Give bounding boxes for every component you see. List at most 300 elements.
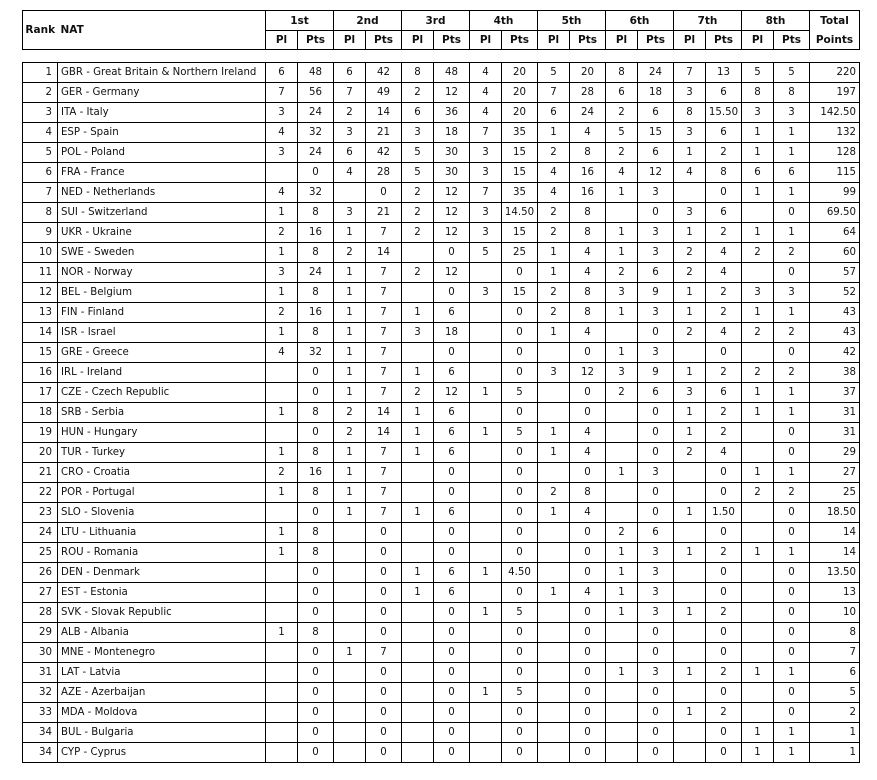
total-points-cell: 10 — [810, 603, 860, 623]
points-cell-8: 3 — [774, 283, 810, 303]
placings-cell-4: 4 — [470, 63, 502, 83]
placings-cell-2 — [334, 743, 366, 763]
points-cell-7: 2 — [706, 283, 742, 303]
nation-cell: LTU - Lithuania — [58, 523, 266, 543]
points-cell-5: 0 — [570, 723, 606, 743]
placings-cell-8 — [742, 263, 774, 283]
points-cell-2: 14 — [366, 103, 402, 123]
placings-cell-7 — [674, 483, 706, 503]
points-cell-1: 0 — [298, 503, 334, 523]
points-cell-5: 0 — [570, 463, 606, 483]
placings-cell-8: 8 — [742, 83, 774, 103]
points-cell-1: 0 — [298, 563, 334, 583]
placings-cell-6: 1 — [606, 583, 638, 603]
points-cell-6: 0 — [638, 443, 674, 463]
rank-cell: 15 — [23, 343, 58, 363]
nation-cell: MDA - Moldova — [58, 703, 266, 723]
placings-cell-2: 6 — [334, 143, 366, 163]
placings-cell-2 — [334, 523, 366, 543]
points-cell-2: 0 — [366, 623, 402, 643]
points-cell-4: 35 — [502, 123, 538, 143]
placings-cell-7: 2 — [674, 263, 706, 283]
placings-cell-6: 1 — [606, 663, 638, 683]
placings-cell-2 — [334, 723, 366, 743]
placings-cell-4: 4 — [470, 83, 502, 103]
total-points-cell: 220 — [810, 63, 860, 83]
placings-cell-8: 1 — [742, 743, 774, 763]
table-header — [23, 11, 860, 63]
pl-header: Pl — [742, 31, 774, 50]
placings-cell-7: 1 — [674, 363, 706, 383]
points-cell-8: 2 — [774, 483, 810, 503]
placings-cell-8 — [742, 623, 774, 643]
points-cell-4: 15 — [502, 143, 538, 163]
total-points-cell: 69.50 — [810, 203, 860, 223]
standings-document — [22, 10, 860, 763]
placings-cell-3 — [402, 523, 434, 543]
points-cell-3: 6 — [434, 423, 470, 443]
points-cell-3: 18 — [434, 323, 470, 343]
placings-cell-2: 1 — [334, 443, 366, 463]
table-row — [23, 143, 860, 163]
points-cell-3: 0 — [434, 643, 470, 663]
nation-cell: IRL - Ireland — [58, 363, 266, 383]
standings-table — [22, 10, 860, 763]
placings-cell-5: 6 — [538, 103, 570, 123]
nation-cell: HUN - Hungary — [58, 423, 266, 443]
placings-cell-4: 7 — [470, 123, 502, 143]
nat-header: NAT — [58, 11, 266, 50]
points-cell-2: 0 — [366, 563, 402, 583]
points-cell-7: 2 — [706, 303, 742, 323]
placings-cell-3 — [402, 483, 434, 503]
points-cell-2: 14 — [366, 423, 402, 443]
placings-cell-7: 3 — [674, 203, 706, 223]
total-points-cell: 132 — [810, 123, 860, 143]
points-cell-8: 0 — [774, 203, 810, 223]
total-points-cell: 6 — [810, 663, 860, 683]
placings-cell-7 — [674, 523, 706, 543]
rank-cell: 22 — [23, 483, 58, 503]
points-cell-3: 48 — [434, 63, 470, 83]
points-cell-1: 0 — [298, 663, 334, 683]
points-cell-7: 6 — [706, 83, 742, 103]
placings-cell-4 — [470, 743, 502, 763]
placings-cell-3: 1 — [402, 443, 434, 463]
points-cell-3: 12 — [434, 263, 470, 283]
placings-cell-1: 1 — [266, 243, 298, 263]
placings-cell-5 — [538, 603, 570, 623]
placings-cell-3 — [402, 603, 434, 623]
placings-cell-3 — [402, 743, 434, 763]
table-row — [23, 403, 860, 423]
points-cell-7: 0 — [706, 683, 742, 703]
place-header-7th: 7th — [674, 11, 742, 31]
placings-cell-8: 5 — [742, 63, 774, 83]
points-cell-6: 9 — [638, 283, 674, 303]
table-row — [23, 323, 860, 343]
rank-cell: 13 — [23, 303, 58, 323]
placings-cell-5: 1 — [538, 123, 570, 143]
points-cell-8: 0 — [774, 263, 810, 283]
points-cell-1: 8 — [298, 323, 334, 343]
placings-cell-7 — [674, 723, 706, 743]
nation-cell: SRB - Serbia — [58, 403, 266, 423]
total-points-cell: 2 — [810, 703, 860, 723]
points-cell-3: 0 — [434, 483, 470, 503]
placings-cell-6: 1 — [606, 303, 638, 323]
points-cell-4: 0 — [502, 523, 538, 543]
placings-cell-4 — [470, 483, 502, 503]
rank-cell: 9 — [23, 223, 58, 243]
total-header-line2: Points — [810, 31, 860, 50]
points-cell-6: 0 — [638, 503, 674, 523]
place-header-5th: 5th — [538, 11, 606, 31]
placings-cell-5: 1 — [538, 503, 570, 523]
rank-cell: 7 — [23, 183, 58, 203]
placings-cell-5 — [538, 623, 570, 643]
points-cell-8: 0 — [774, 563, 810, 583]
placings-cell-7: 8 — [674, 103, 706, 123]
points-cell-5: 28 — [570, 83, 606, 103]
points-cell-3: 0 — [434, 723, 470, 743]
placings-cell-4 — [470, 643, 502, 663]
placings-cell-4 — [470, 343, 502, 363]
placings-cell-6: 1 — [606, 243, 638, 263]
rank-cell: 11 — [23, 263, 58, 283]
points-cell-7: 0 — [706, 183, 742, 203]
points-cell-1: 0 — [298, 703, 334, 723]
pts-header: Pts — [366, 31, 402, 50]
placings-cell-4 — [470, 363, 502, 383]
points-cell-2: 21 — [366, 203, 402, 223]
nation-cell: ALB - Albania — [58, 623, 266, 643]
pl-header: Pl — [334, 31, 366, 50]
pl-header: Pl — [538, 31, 570, 50]
points-cell-7: 0 — [706, 743, 742, 763]
placings-cell-5: 2 — [538, 303, 570, 323]
placings-cell-8: 1 — [742, 383, 774, 403]
placings-cell-1 — [266, 503, 298, 523]
placings-cell-4: 1 — [470, 603, 502, 623]
placings-cell-2: 2 — [334, 423, 366, 443]
nation-cell: MNE - Montenegro — [58, 643, 266, 663]
table-row — [23, 443, 860, 463]
points-cell-1: 0 — [298, 603, 334, 623]
nation-cell: SVK - Slovak Republic — [58, 603, 266, 623]
placings-cell-8: 2 — [742, 323, 774, 343]
placings-cell-6 — [606, 323, 638, 343]
points-cell-4: 15 — [502, 283, 538, 303]
placings-cell-5 — [538, 563, 570, 583]
placings-cell-4 — [470, 623, 502, 643]
placings-cell-1: 4 — [266, 183, 298, 203]
points-cell-6: 3 — [638, 243, 674, 263]
rank-cell: 26 — [23, 563, 58, 583]
placings-cell-5 — [538, 523, 570, 543]
points-cell-4: 0 — [502, 643, 538, 663]
placings-cell-8: 1 — [742, 183, 774, 203]
placings-cell-2: 7 — [334, 83, 366, 103]
placings-cell-3: 1 — [402, 363, 434, 383]
placings-cell-7: 1 — [674, 283, 706, 303]
points-cell-7: 2 — [706, 703, 742, 723]
placings-cell-8 — [742, 683, 774, 703]
points-cell-3: 30 — [434, 163, 470, 183]
points-cell-8: 1 — [774, 143, 810, 163]
points-cell-8: 3 — [774, 103, 810, 123]
points-cell-3: 12 — [434, 183, 470, 203]
points-cell-5: 0 — [570, 743, 606, 763]
placings-cell-4 — [470, 323, 502, 343]
points-cell-5: 4 — [570, 503, 606, 523]
placings-cell-5: 5 — [538, 63, 570, 83]
table-row — [23, 583, 860, 603]
placings-cell-8: 1 — [742, 143, 774, 163]
placings-cell-7: 1 — [674, 503, 706, 523]
placings-cell-3: 1 — [402, 563, 434, 583]
pts-header: Pts — [434, 31, 470, 50]
placings-cell-3: 2 — [402, 223, 434, 243]
placings-cell-6 — [606, 703, 638, 723]
placings-cell-6 — [606, 683, 638, 703]
total-points-cell: 43 — [810, 303, 860, 323]
points-cell-1: 16 — [298, 223, 334, 243]
points-cell-3: 0 — [434, 343, 470, 363]
points-cell-4: 20 — [502, 83, 538, 103]
points-cell-4: 0 — [502, 483, 538, 503]
nation-cell: CYP - Cyprus — [58, 743, 266, 763]
points-cell-3: 6 — [434, 363, 470, 383]
placings-cell-1 — [266, 683, 298, 703]
rank-cell: 30 — [23, 643, 58, 663]
points-cell-5: 8 — [570, 283, 606, 303]
points-cell-4: 5 — [502, 383, 538, 403]
placings-cell-4: 3 — [470, 283, 502, 303]
placings-cell-4: 3 — [470, 163, 502, 183]
placings-cell-6: 2 — [606, 263, 638, 283]
rank-cell: 4 — [23, 123, 58, 143]
nation-cell: CZE - Czech Republic — [58, 383, 266, 403]
placings-cell-4: 3 — [470, 223, 502, 243]
points-cell-7: 0 — [706, 483, 742, 503]
rank-cell: 6 — [23, 163, 58, 183]
points-cell-6: 9 — [638, 363, 674, 383]
points-cell-4: 20 — [502, 103, 538, 123]
placings-cell-4 — [470, 443, 502, 463]
rank-cell: 28 — [23, 603, 58, 623]
total-header-line1: Total — [810, 11, 860, 31]
table-row — [23, 623, 860, 643]
placings-cell-3: 5 — [402, 163, 434, 183]
points-cell-2: 0 — [366, 543, 402, 563]
points-cell-2: 7 — [366, 323, 402, 343]
placings-cell-2: 1 — [334, 383, 366, 403]
placings-cell-5: 1 — [538, 423, 570, 443]
placings-cell-1: 4 — [266, 123, 298, 143]
points-cell-2: 7 — [366, 363, 402, 383]
points-cell-3: 0 — [434, 743, 470, 763]
nation-cell: GRE - Greece — [58, 343, 266, 363]
points-cell-6: 0 — [638, 703, 674, 723]
pts-header: Pts — [502, 31, 538, 50]
placings-cell-7: 2 — [674, 323, 706, 343]
placings-cell-4 — [470, 723, 502, 743]
points-cell-4: 0 — [502, 443, 538, 463]
placings-cell-4 — [470, 523, 502, 543]
points-cell-4: 25 — [502, 243, 538, 263]
points-cell-7: 0 — [706, 583, 742, 603]
points-cell-8: 0 — [774, 343, 810, 363]
points-cell-4: 0 — [502, 343, 538, 363]
points-cell-8: 0 — [774, 623, 810, 643]
total-points-cell: 8 — [810, 623, 860, 643]
placings-cell-3 — [402, 723, 434, 743]
placings-cell-1: 1 — [266, 323, 298, 343]
points-cell-6: 3 — [638, 543, 674, 563]
placings-cell-8: 1 — [742, 403, 774, 423]
placings-cell-5 — [538, 703, 570, 723]
placings-cell-7 — [674, 343, 706, 363]
points-cell-6: 3 — [638, 583, 674, 603]
points-cell-3: 30 — [434, 143, 470, 163]
rank-cell: 24 — [23, 523, 58, 543]
total-points-cell: 1 — [810, 743, 860, 763]
points-cell-7: 2 — [706, 423, 742, 443]
nation-cell: LAT - Latvia — [58, 663, 266, 683]
placings-cell-3: 1 — [402, 303, 434, 323]
points-cell-4: 20 — [502, 63, 538, 83]
placings-cell-6: 4 — [606, 163, 638, 183]
points-cell-5: 0 — [570, 663, 606, 683]
points-cell-4: 0 — [502, 723, 538, 743]
points-cell-1: 8 — [298, 483, 334, 503]
placings-cell-8 — [742, 643, 774, 663]
rank-cell: 34 — [23, 723, 58, 743]
placings-cell-4: 5 — [470, 243, 502, 263]
placings-cell-8: 1 — [742, 223, 774, 243]
nation-cell: AZE - Azerbaijan — [58, 683, 266, 703]
table-row — [23, 603, 860, 623]
points-cell-6: 3 — [638, 463, 674, 483]
points-cell-4: 5 — [502, 683, 538, 703]
placings-cell-6 — [606, 403, 638, 423]
placings-cell-7: 2 — [674, 243, 706, 263]
points-cell-7: 2 — [706, 223, 742, 243]
placings-cell-6 — [606, 423, 638, 443]
points-cell-1: 0 — [298, 423, 334, 443]
points-cell-1: 0 — [298, 583, 334, 603]
placings-cell-5 — [538, 683, 570, 703]
placings-cell-3: 2 — [402, 263, 434, 283]
placings-cell-6 — [606, 443, 638, 463]
placings-cell-3: 1 — [402, 423, 434, 443]
total-points-cell: 13 — [810, 583, 860, 603]
placings-cell-8 — [742, 423, 774, 443]
points-cell-6: 6 — [638, 523, 674, 543]
nation-cell: FIN - Finland — [58, 303, 266, 323]
points-cell-2: 28 — [366, 163, 402, 183]
points-cell-3: 0 — [434, 543, 470, 563]
placings-cell-7 — [674, 563, 706, 583]
table-row — [23, 643, 860, 663]
rank-cell: 19 — [23, 423, 58, 443]
nation-cell: POR - Portugal — [58, 483, 266, 503]
points-cell-3: 12 — [434, 203, 470, 223]
total-points-cell: 57 — [810, 263, 860, 283]
table-row — [23, 83, 860, 103]
nation-cell: POL - Poland — [58, 143, 266, 163]
placings-cell-6: 2 — [606, 523, 638, 543]
table-row — [23, 663, 860, 683]
placings-cell-2: 1 — [334, 263, 366, 283]
placings-cell-2 — [334, 703, 366, 723]
points-cell-1: 8 — [298, 623, 334, 643]
placings-cell-6: 1 — [606, 183, 638, 203]
pl-header: Pl — [266, 31, 298, 50]
placings-cell-6: 2 — [606, 383, 638, 403]
points-cell-1: 8 — [298, 283, 334, 303]
points-cell-8: 5 — [774, 63, 810, 83]
points-cell-6: 3 — [638, 343, 674, 363]
points-cell-7: 2 — [706, 603, 742, 623]
points-cell-6: 3 — [638, 563, 674, 583]
points-cell-7: 2 — [706, 403, 742, 423]
points-cell-6: 15 — [638, 123, 674, 143]
table-row — [23, 703, 860, 723]
pl-header: Pl — [674, 31, 706, 50]
points-cell-6: 0 — [638, 623, 674, 643]
rank-cell: 10 — [23, 243, 58, 263]
points-cell-8: 0 — [774, 423, 810, 443]
placings-cell-2: 1 — [334, 463, 366, 483]
points-cell-5: 4 — [570, 423, 606, 443]
placings-cell-5: 1 — [538, 263, 570, 283]
points-cell-4: 5 — [502, 603, 538, 623]
points-cell-2: 7 — [366, 263, 402, 283]
placings-cell-1 — [266, 703, 298, 723]
points-cell-5: 0 — [570, 643, 606, 663]
nation-cell: DEN - Denmark — [58, 563, 266, 583]
points-cell-5: 0 — [570, 603, 606, 623]
placings-cell-3 — [402, 243, 434, 263]
points-cell-2: 0 — [366, 723, 402, 743]
total-points-cell: 1 — [810, 723, 860, 743]
points-cell-8: 1 — [774, 303, 810, 323]
points-cell-4: 15 — [502, 163, 538, 183]
points-cell-8: 1 — [774, 723, 810, 743]
points-cell-2: 42 — [366, 143, 402, 163]
points-cell-2: 7 — [366, 303, 402, 323]
placings-cell-7 — [674, 643, 706, 663]
placings-cell-5 — [538, 743, 570, 763]
total-points-cell: 13.50 — [810, 563, 860, 583]
points-cell-6: 3 — [638, 223, 674, 243]
points-cell-3: 12 — [434, 83, 470, 103]
points-cell-5: 12 — [570, 363, 606, 383]
placings-cell-8 — [742, 603, 774, 623]
placings-cell-7: 7 — [674, 63, 706, 83]
placings-cell-8: 1 — [742, 663, 774, 683]
placings-cell-6: 3 — [606, 283, 638, 303]
points-cell-2: 49 — [366, 83, 402, 103]
placings-cell-8: 1 — [742, 723, 774, 743]
points-cell-1: 0 — [298, 743, 334, 763]
points-cell-7: 0 — [706, 723, 742, 743]
total-points-cell: 29 — [810, 443, 860, 463]
points-cell-6: 18 — [638, 83, 674, 103]
placings-cell-6: 1 — [606, 463, 638, 483]
